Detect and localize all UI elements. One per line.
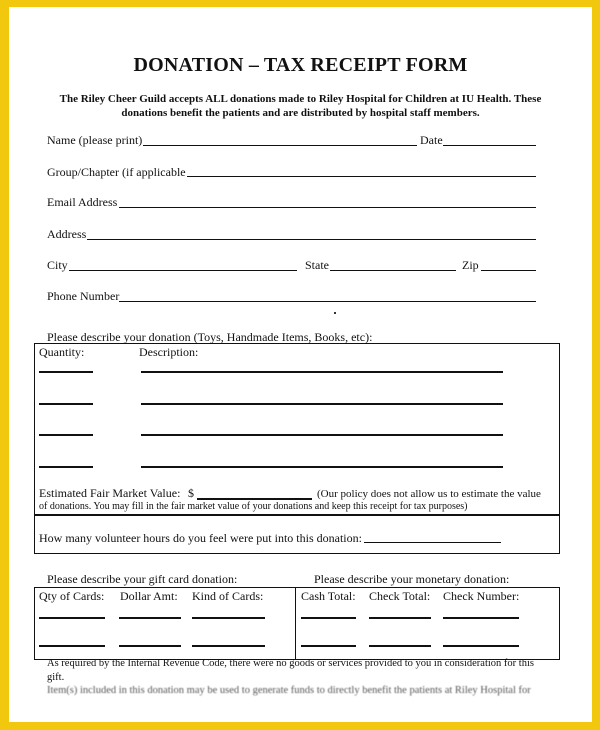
qty-of-cards-header: Qty of Cards:: [39, 589, 105, 603]
check-total-line-2[interactable]: [369, 645, 431, 647]
quantity-line-1[interactable]: [39, 371, 93, 373]
state-label: State: [305, 258, 329, 272]
zip-label: Zip: [462, 258, 479, 272]
dollar-amt-header: Dollar Amt:: [120, 589, 178, 603]
quantity-line-4[interactable]: [39, 466, 93, 468]
date-field[interactable]: [443, 145, 536, 146]
date-label: Date: [420, 133, 443, 147]
group-field[interactable]: [187, 176, 536, 177]
gift-card-prompt: Please describe your gift card donation:: [47, 572, 238, 586]
email-label: Email Address: [47, 195, 118, 209]
city-field[interactable]: [69, 270, 297, 271]
monetary-prompt: Please describe your monetary donation:: [314, 572, 510, 586]
description-line-3[interactable]: [141, 434, 503, 436]
check-total-line-1[interactable]: [369, 617, 431, 619]
volunteer-label: How many volunteer hours do you feel were put into this donation:: [39, 531, 362, 545]
phone-field[interactable]: [119, 301, 536, 302]
fmv-currency: $: [188, 486, 194, 500]
quantity-header: Quantity:: [39, 345, 85, 359]
kind-line-1[interactable]: [192, 617, 265, 619]
box-divider: [295, 587, 296, 660]
check-number-header: Check Number:: [443, 589, 520, 603]
volunteer-field[interactable]: [364, 542, 501, 543]
description-line-4[interactable]: [141, 466, 503, 468]
check-number-line-1[interactable]: [443, 617, 519, 619]
footer-line-1: As required by the Internal Revenue Code, there were no goods or services provided to you in consideration for this: [47, 658, 534, 669]
check-number-line-2[interactable]: [443, 645, 519, 647]
zip-field[interactable]: [481, 270, 536, 271]
address-label: Address: [47, 227, 87, 241]
quantity-line-2[interactable]: [39, 403, 93, 405]
fmv-field[interactable]: [197, 498, 312, 500]
qty-line-2[interactable]: [39, 645, 105, 647]
name-field[interactable]: [143, 145, 417, 146]
dollar-line-1[interactable]: [119, 617, 181, 619]
cash-total-header: Cash Total:: [301, 589, 356, 603]
form-page: [9, 7, 592, 722]
intro-text: [29, 92, 572, 120]
qty-line-1[interactable]: [39, 617, 105, 619]
fmv-label: Estimated Fair Market Value:: [39, 486, 181, 500]
name-label: Name (please print): [47, 133, 143, 147]
fmv-note-line-2: of donations. You may fill in the fair market value of your donations and keep this receipt for tax purposes): [39, 501, 468, 512]
stray-dot: [334, 312, 336, 314]
kind-line-2[interactable]: [192, 645, 265, 647]
cash-line-1[interactable]: [301, 617, 356, 619]
cash-line-2[interactable]: [301, 645, 356, 647]
state-field[interactable]: [330, 270, 456, 271]
phone-label: Phone Number: [47, 289, 120, 303]
email-field[interactable]: [119, 207, 536, 208]
intro-line-2: donations benefit the patients and are distributed by hospital staff members.: [121, 107, 480, 119]
quantity-line-3[interactable]: [39, 434, 93, 436]
check-total-header: Check Total:: [369, 589, 431, 603]
group-label: Group/Chapter (if applicable: [47, 165, 186, 179]
description-header: Description:: [139, 345, 199, 359]
city-label: City: [47, 258, 68, 272]
dollar-line-2[interactable]: [119, 645, 181, 647]
address-field[interactable]: [87, 239, 536, 240]
description-line-2[interactable]: [141, 403, 503, 405]
donation-prompt: Please describe your donation (Toys, Handmade Items, Books, etc):: [47, 330, 373, 344]
intro-line-1: The Riley Cheer Guild accepts ALL donations made to Riley Hospital for Children at IU Health. These: [59, 93, 542, 105]
form-title: DONATION – TAX RECEIPT FORM: [133, 54, 468, 76]
description-line-1[interactable]: [141, 371, 503, 373]
fmv-note-line-1: (Our policy does not allow us to estimate the value: [317, 488, 541, 500]
kind-of-cards-header: Kind of Cards:: [192, 589, 264, 603]
footer-line-2: gift.: [47, 672, 65, 683]
footer-line-3: Item(s) included in this donation may be used to generate funds to directly benefit the patients at Riley Hospital for: [47, 685, 531, 696]
